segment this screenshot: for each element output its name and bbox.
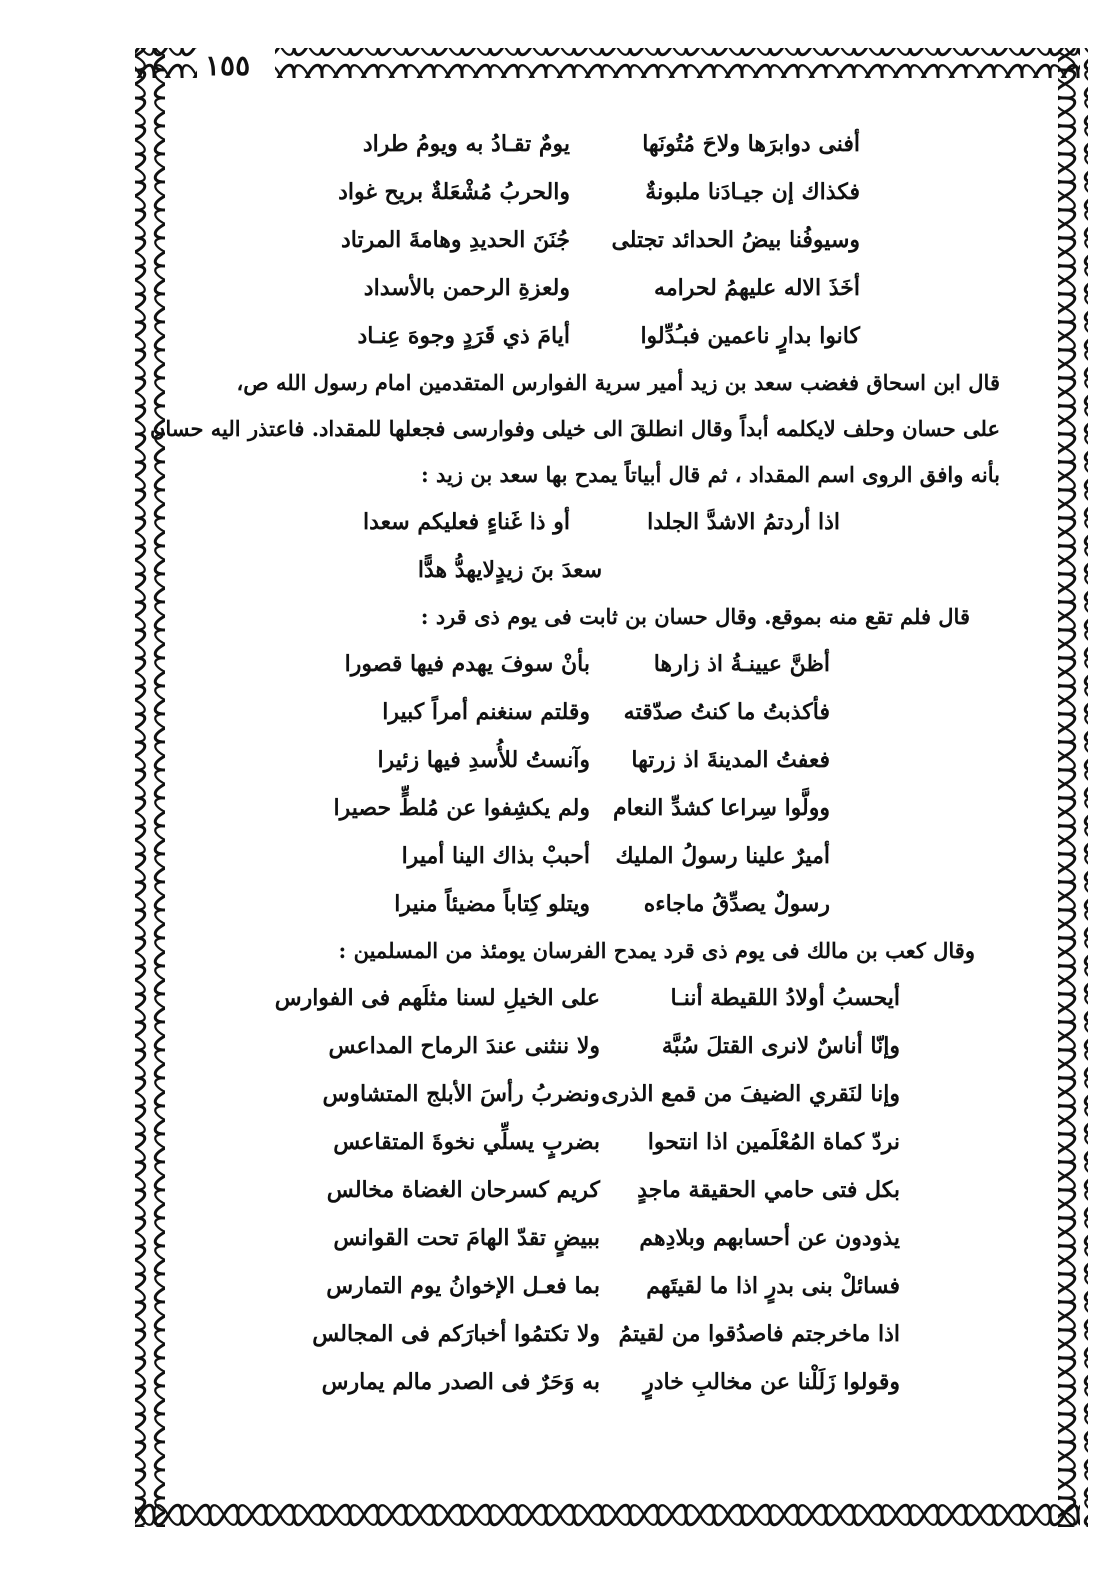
verse-hemistich-right: رسولٌ يصدِّقُ ماجاءه [643,891,830,917]
verse-line [180,1310,900,1358]
verse-hemistich-right: اذا أردتمُ الاشدَّ الجلدا [647,509,840,535]
verse-hemistich-right: وقولوا زَلَلْنا عن مخالبِ خادرٍ [643,1369,900,1395]
verse-hemistich-left: ولم يكشِفوا عن مُلطٍّ حصيرا [333,795,590,821]
verse-line [180,736,830,784]
verse-line [180,1358,900,1406]
verse-hemistich-left: ويتلو كِتاباً مضيئاً منيرا [394,891,590,917]
verse-line [180,498,840,546]
verse-hemistich-left: أيامَ ذي قَرَدٍ وجوهَ عِنـاد [357,323,570,349]
verse-single-line: سعدَ بنَ زيدٍلايهدُّ هدًّا [417,557,603,583]
poem-1 [180,120,980,360]
verse-hemistich-right: وإنّا أناسٌ لانرى القتلَ سُبَّة [661,1033,900,1059]
verse-line [180,216,860,264]
verse-line [180,784,830,832]
verse-line [180,880,830,928]
prose-line: على حسان وحلف لايكلمه أبداً وقال انطلقَ الى خيلى وفوارسى فجعلها للمقداد. فاعتذر اليه حسان [149,416,1000,441]
verse-hemistich-right: أفنى دوابرَها ولاحَ مُتُونَها [642,131,860,157]
verse-hemistich-right: فسائلْ بنى بدرٍ اذا ما لقيتَهم [646,1273,900,1299]
verse-hemistich-left: يومٌ تقـادُ به ويومُ طراد [362,131,570,157]
page-number: ١٥٥ [205,49,251,82]
verse-line [180,974,900,1022]
border-left-chain [135,48,165,1527]
verse-hemistich-left: على الخيلِ لسنا مثلَهم فى الفوارس [274,985,600,1011]
prose-line: بأنه وافق الروى اسم المقداد ، ثم قال أبياتاً يمدح بها سعد بن زيد : [420,462,1000,487]
verse-line [180,1262,900,1310]
border-top-chain [275,48,1080,78]
verse-hemistich-left: كريم كسرحان الغضاة مخالس [326,1177,600,1203]
verse-hemistich-left: بأنْ سوفَ يهدم فيها قصورا [344,651,590,677]
poem-4 [180,974,980,1406]
prose-line: قال ابن اسحاق فغضب سعد بن زيد أمير سرية الفوارس المتقدمين امام رسول الله ص، [236,370,1000,395]
verse-hemistich-left: وآنستُ للأُسدِ فيها زئيرا [377,747,590,773]
verse-hemistich-right: وإنا لنَقري الضيفَ من قمع الذرى [601,1081,900,1107]
verse-hemistich-right: بكل فتى حامي الحقيقة ماجدٍ [637,1177,900,1203]
prose-paragraph-1 [149,360,1000,498]
verse-hemistich-left: والحربُ مُشْعَلةٌ بريح غواد [338,179,570,205]
verse-line [180,1022,900,1070]
verse-hemistich-left: ببيضٍ تقدّ الهامَ تحت القوانس [333,1225,600,1251]
verse-hemistich-right: نردّ كماة المُعْلَمين اذا انتحوا [647,1129,900,1155]
verse-line [180,120,860,168]
verse-line [180,168,860,216]
verse-hemistich-left: ولا تكتمُوا أخبارَكم فى المجالس [312,1321,600,1347]
verse-hemistich-right: وسيوفُنا بيضُ الحدائد تجتلى [611,227,860,253]
verse-hemistich-left: ولا ننثنى عندَ الرماح المداعس [328,1033,600,1059]
verse-hemistich-left: أحببْ بذاك الينا أميرا [401,843,590,869]
poem-2 [180,498,980,594]
border-right-chain [1058,48,1088,1527]
verse-hemistich-left: بما فعـل الإخوانُ يوم التمارس [326,1273,600,1299]
verse-hemistich-right: اذا ماخرجتم فاصدُقوا من لقيتمُ [618,1321,900,1347]
verse-hemistich-left: جُنَنَ الحديدِ وهامةَ المرتاد [340,227,570,253]
verse-hemistich-right: أميرٌ علينا رسولُ المليك [615,843,830,869]
verse-hemistich-left: أو ذا غَناءٍ فعليكم سعدا [362,509,570,535]
verse-line [180,688,830,736]
verse-line [180,1070,900,1118]
verse-hemistich-left: وقلتم سنغنم أمراً كبيرا [382,699,590,725]
verse-hemistich-right: أخَذَ الاله عليهمُ لحرامه [654,275,860,301]
verse-line [180,640,830,688]
border-bottom-chain [135,1497,1080,1527]
prose-paragraph-3: وقال كعب بن مالك فى يوم ذى قرد يمدح الفرسان يومئذ من المسلمين : [338,938,975,963]
verse-hemistich-right: أيحسبُ أولادُ اللقيطة أننـا [670,985,900,1011]
verse-hemistich-right: فعفتُ المدينةَ اذ زرتها [631,747,830,773]
verse-hemistich-right: كانوا بدارٍ ناعمين فبـُدِّلوا [640,323,860,349]
verse-hemistich-right: فكذاك إن جيـادَنا ملبونةٌ [645,179,860,205]
verse-hemistich-left: ونضربُ رأسَ الأبلج المتشاوس [322,1081,600,1107]
verse-hemistich-right: أظنَّ عيينـةُ اذ زارها [653,651,830,677]
prose-paragraph-2: قال فلم تقع منه بموقع. وقال حسان بن ثابت فى يوم ذى قرد : [420,604,970,629]
verse-line [180,312,860,360]
poem-3 [180,640,980,928]
verse-hemistich-right: وولَّوا سِراعا كشدِّ النعام [613,795,830,821]
verse-hemistich-left: بضربٍ يسلِّي نخوةَ المتقاعس [333,1129,600,1155]
verse-line [180,832,830,880]
verse-line [180,1118,900,1166]
page-body [149,120,1000,1460]
verse-hemistich-left: ولعزةِ الرحمن بالأسداد [363,275,570,301]
verse-hemistich-right: فأكذبتُ ما كنتُ صدّقته [623,699,830,725]
verse-line [180,1214,900,1262]
verse-line [180,264,860,312]
verse-hemistich-right: يذودون عن أحسابهم وبلادِهم [639,1225,900,1251]
verse-hemistich-left: به وَحَرٌ فى الصدر مالم يمارس [321,1369,600,1395]
verse-line [180,1166,900,1214]
